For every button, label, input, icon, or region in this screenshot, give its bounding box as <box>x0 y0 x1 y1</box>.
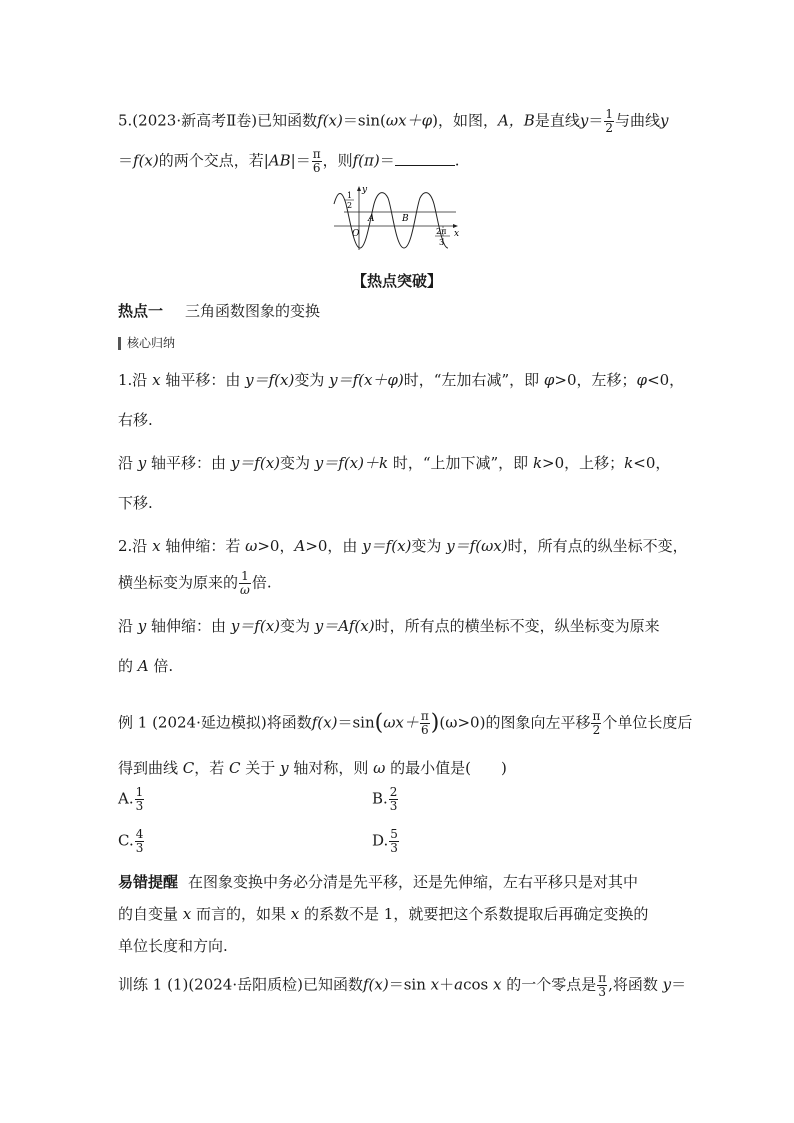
fraction-pi-over-6: $\frac{\pi}{6}$ <box>312 147 321 175</box>
origin-label: O <box>352 229 360 239</box>
fraction-one-over-omega: $\frac{1}{\omega}$ <box>240 569 250 597</box>
y-axis-arrow <box>357 186 361 191</box>
option-a[interactable]: A. $\frac{1}{3}$ <box>118 785 144 813</box>
rule-1b-line: 沿 y 轴平移：由 y＝f(x)变为 y＝f(x)＋k 时，“上加下减”，即 k>0，上移；k<0， <box>118 454 671 472</box>
fraction-pi-over-3: $\frac{\pi}{3}$ <box>598 971 607 999</box>
y-axis-label: y <box>362 185 368 195</box>
half-den: 2 <box>347 201 353 210</box>
point-a-label: A <box>368 214 375 224</box>
hotspot-title: 三角函数图象的变换 <box>185 302 321 320</box>
point-b-label: B <box>402 214 409 224</box>
rule-1-line: 1.沿 x 轴平移：由 y＝f(x)变为 y＝f(x＋φ)时，“左加右减”，即 φ>0，左移；φ<0， <box>118 371 685 389</box>
fraction-pi-over-6-ex: $\frac{\pi}{6}$ <box>420 709 429 737</box>
fraction-pi-over-2: $\frac{\pi}{2}$ <box>592 709 601 737</box>
right-paren: ) <box>430 710 440 736</box>
fraction-one-half: $\frac{1}{2}$ <box>605 107 613 135</box>
problem-5-line-2: ＝f(x)的两个交点，若|AB|＝ $\frac{\pi}{6}$ ，则f(π)＝ . <box>118 147 460 175</box>
tip-line-2: 的自变量 x 而言的，如果 x 的系数不是 1，就要把这个系数提取后再确定变换的 <box>118 905 649 923</box>
section-title: 【热点突破】 <box>351 272 442 290</box>
option-d[interactable]: D. $\frac{5}{3}$ <box>372 827 398 855</box>
core-summary-tag: 核心归纳 <box>118 337 175 350</box>
option-a-fraction: $\frac{1}{3}$ <box>135 785 144 813</box>
example-1-line: 例 1 (2024·延边模拟)将函数f(x)＝sin(ωx＋ $\frac{\pi}{6}$ )(ω>0)的图象向左平移 $\frac{\pi}{2}$ 个单位长度后 <box>118 709 693 737</box>
option-b[interactable]: B. $\frac{2}{3}$ <box>372 785 398 813</box>
sine-graph <box>326 184 466 252</box>
rule-1b-cont: 下移. <box>118 494 153 512</box>
rule-2-cont: 横坐标变为原来的 $\frac{1}{\omega}$ 倍. <box>118 569 272 597</box>
option-c[interactable]: C. $\frac{4}{3}$ <box>118 827 144 855</box>
tip-line-3: 单位长度和方向. <box>118 937 228 955</box>
rule-1-cont: 右移. <box>118 411 153 429</box>
x-axis-arrow <box>453 224 458 228</box>
left-paren: ( <box>374 710 384 736</box>
example-1-cont: 得到曲线 C，若 C 关于 y 轴对称，则 ω 的最小值是( ) <box>118 759 507 777</box>
x-axis-label: x <box>454 229 460 239</box>
tip-label: 易错提醒 <box>118 873 179 891</box>
tick-den: 3 <box>439 238 445 247</box>
problem-5-line-1: 5.(2023·新高考Ⅱ卷)已知函数f(x)＝sin(ωx＋φ)，如图，A，B是直线y＝ $\frac{1}{2}$ 与曲线y <box>118 107 669 135</box>
hotspot-heading <box>118 300 320 321</box>
answer-blank[interactable] <box>395 151 455 166</box>
option-b-fraction: $\frac{2}{3}$ <box>389 785 398 813</box>
rule-2-line: 2.沿 x 轴伸缩：若 ω>0，A>0，由 y＝f(x)变为 y＝f(ωx)时，所有点的纵坐标不变， <box>118 537 688 555</box>
rule-2b-cont: 的 A 倍. <box>118 657 174 675</box>
rule-2b-line: 沿 y 轴伸缩：由 y＝f(x)变为 y＝Af(x)时，所有点的横坐标不变，纵坐标变为原来 <box>118 617 660 635</box>
half-num: 1 <box>347 191 353 200</box>
training-1-line: 训练 1 (1)(2024·岳阳质检)已知函数f(x)＝sin x＋acos x 的一个零点是 $\frac{\pi}{3}$ ,将函数 y＝ <box>118 971 687 999</box>
hotspot-label: 热点一 <box>118 302 164 320</box>
tick-num: 2π <box>436 227 447 236</box>
tip-line-1: 易错提醒 在图象变换中务必分清是先平移，还是先伸缩，左右平移只是对其中 <box>118 873 639 891</box>
option-c-fraction: $\frac{4}{3}$ <box>135 827 144 855</box>
option-d-fraction: $\frac{5}{3}$ <box>390 827 398 855</box>
